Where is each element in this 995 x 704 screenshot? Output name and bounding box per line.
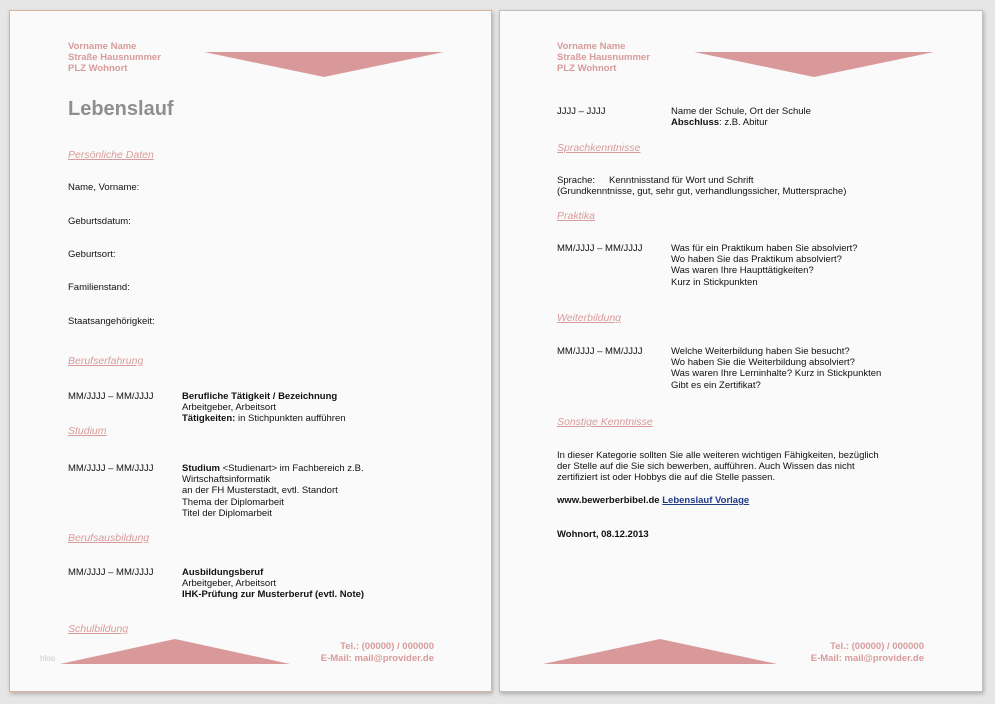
resume-page-1 [9, 10, 492, 692]
field-marital-status: Familienstand: [68, 282, 130, 293]
field-birthdate: Geburtsdatum: [68, 216, 131, 227]
sender-name: Vorname Name [557, 41, 626, 52]
sender-city: PLZ Wohnort [68, 63, 128, 74]
field-name: Name, Vorname: [68, 182, 140, 193]
header-triangle-decoration [694, 52, 934, 78]
internship-line: Was für ein Praktikum haben Sie absolviert? [671, 243, 858, 254]
footer-triangle-decoration [543, 639, 777, 665]
study-university: an der FH Musterstadt, evtl. Standort [182, 485, 338, 497]
sender-street: Straße Hausnummer [557, 52, 650, 63]
sender-name: Vorname Name [68, 41, 137, 52]
watermark: hloo [40, 654, 56, 663]
language-label: Sprache: [557, 175, 596, 186]
experience-title: Berufliche Tätigkeit / Bezeichnung [182, 391, 338, 402]
footer-phone: Tel.: (00000) / 000000 [340, 641, 434, 652]
training-profession: Ausbildungsberuf [182, 567, 264, 578]
study-thesis-title: Titel der Diplomarbeit [182, 507, 272, 519]
website-link[interactable]: Lebenslauf Vorlage [662, 495, 750, 506]
sender-address [557, 41, 650, 74]
experience-employer: Arbeitgeber, Arbeitsort [182, 402, 276, 414]
other-skills-text: In dieser Kategorie sollten Sie alle weiteren wichtigen Fähigkeiten, bezüglich der Stelle auf die Sie sich bewerben, aufführen. Auch Wissen das nicht zertifiziert ist oder Hobbys die auf die Stelle passen. [557, 450, 879, 484]
contact-footer [811, 641, 924, 665]
study-thesis-topic: Thema der Diplomarbeit [182, 496, 284, 508]
website-line [557, 495, 749, 506]
footer-triangle-decoration [60, 639, 290, 665]
internship-date: MM/JJJJ – MM/JJJJ [557, 243, 643, 254]
sender-address [68, 41, 161, 74]
education-line: Wo haben Sie die Weiterbildung absolviert? [671, 357, 855, 369]
website-text: www.bewerberbibel.de [557, 495, 660, 506]
school-degree: Abschluss: z.B. Abitur [671, 117, 768, 129]
experience-date: MM/JJJJ – MM/JJJJ [68, 391, 154, 402]
section-languages: Sprachkenntnisse [557, 142, 641, 154]
section-other-skills: Sonstige Kenntnisse [557, 416, 653, 428]
study-type: Studium <Studienart> im Fachbereich z.B. [182, 463, 364, 474]
training-date: MM/JJJJ – MM/JJJJ [68, 567, 154, 578]
section-personal-data: Persönliche Daten [68, 149, 154, 161]
training-entry [182, 567, 364, 601]
resume-page-2 [499, 10, 983, 692]
field-nationality: Staatsangehörigkeit: [68, 316, 155, 327]
footer-email: E-Mail: mail@provider.de [810, 653, 924, 664]
training-exam: IHK-Prüfung zur Musterberuf (evtl. Note) [182, 589, 365, 601]
internship-entry [671, 243, 858, 288]
signature-place-date: Wohnort, 08.12.2013 [557, 529, 649, 540]
experience-entry [182, 391, 346, 425]
education-date: MM/JJJJ – MM/JJJJ [557, 346, 643, 357]
contact-footer [321, 641, 434, 665]
internship-line: Kurz in Stickpunkten [671, 276, 758, 288]
school-entry [671, 106, 811, 128]
education-entry [671, 346, 881, 391]
language-level: Kenntnisstand für Wort und Schrift [609, 175, 754, 186]
school-name: Name der Schule, Ort der Schule [671, 106, 811, 117]
section-further-education: Weiterbildung [557, 312, 622, 324]
language-scale: (Grundkenntnisse, gut, sehr gut, verhandlungssicher, Muttersprache) [557, 186, 847, 198]
school-date: JJJJ – JJJJ [557, 106, 606, 117]
study-date: MM/JJJJ – MM/JJJJ [68, 463, 154, 474]
study-entry [182, 463, 364, 519]
footer-email: E-Mail: mail@provider.de [320, 653, 434, 664]
education-line: Was waren Ihre Lerninhalte? Kurz in Stickpunkten [671, 368, 882, 380]
education-line: Gibt es ein Zertifikat? [671, 379, 761, 391]
header-triangle-decoration [204, 52, 444, 78]
language-entry [557, 175, 846, 197]
education-line: Welche Weiterbildung haben Sie besucht? [671, 346, 850, 357]
section-vocational-training: Berufsausbildung [68, 532, 150, 544]
internship-line: Was waren Ihre Haupttätigkeiten? [671, 265, 814, 277]
experience-tasks: Tätigkeiten: in Stichpunkten aufführen [182, 413, 346, 425]
section-experience: Berufserfahrung [68, 355, 144, 367]
study-subject: Wirtschaftsinformatik [182, 474, 271, 486]
section-school: Schulbildung [68, 623, 129, 635]
sender-street: Straße Hausnummer [68, 52, 161, 63]
sender-city: PLZ Wohnort [557, 63, 617, 74]
section-study: Studium [68, 425, 107, 437]
document-title: Lebenslauf [68, 98, 174, 120]
internship-line: Wo haben Sie das Praktikum absolviert? [671, 254, 842, 266]
footer-phone: Tel.: (00000) / 000000 [830, 641, 924, 652]
field-birthplace: Geburtsort: [68, 249, 116, 260]
section-internships: Praktika [557, 210, 595, 222]
training-employer: Arbeitgeber, Arbeitsort [182, 578, 276, 590]
